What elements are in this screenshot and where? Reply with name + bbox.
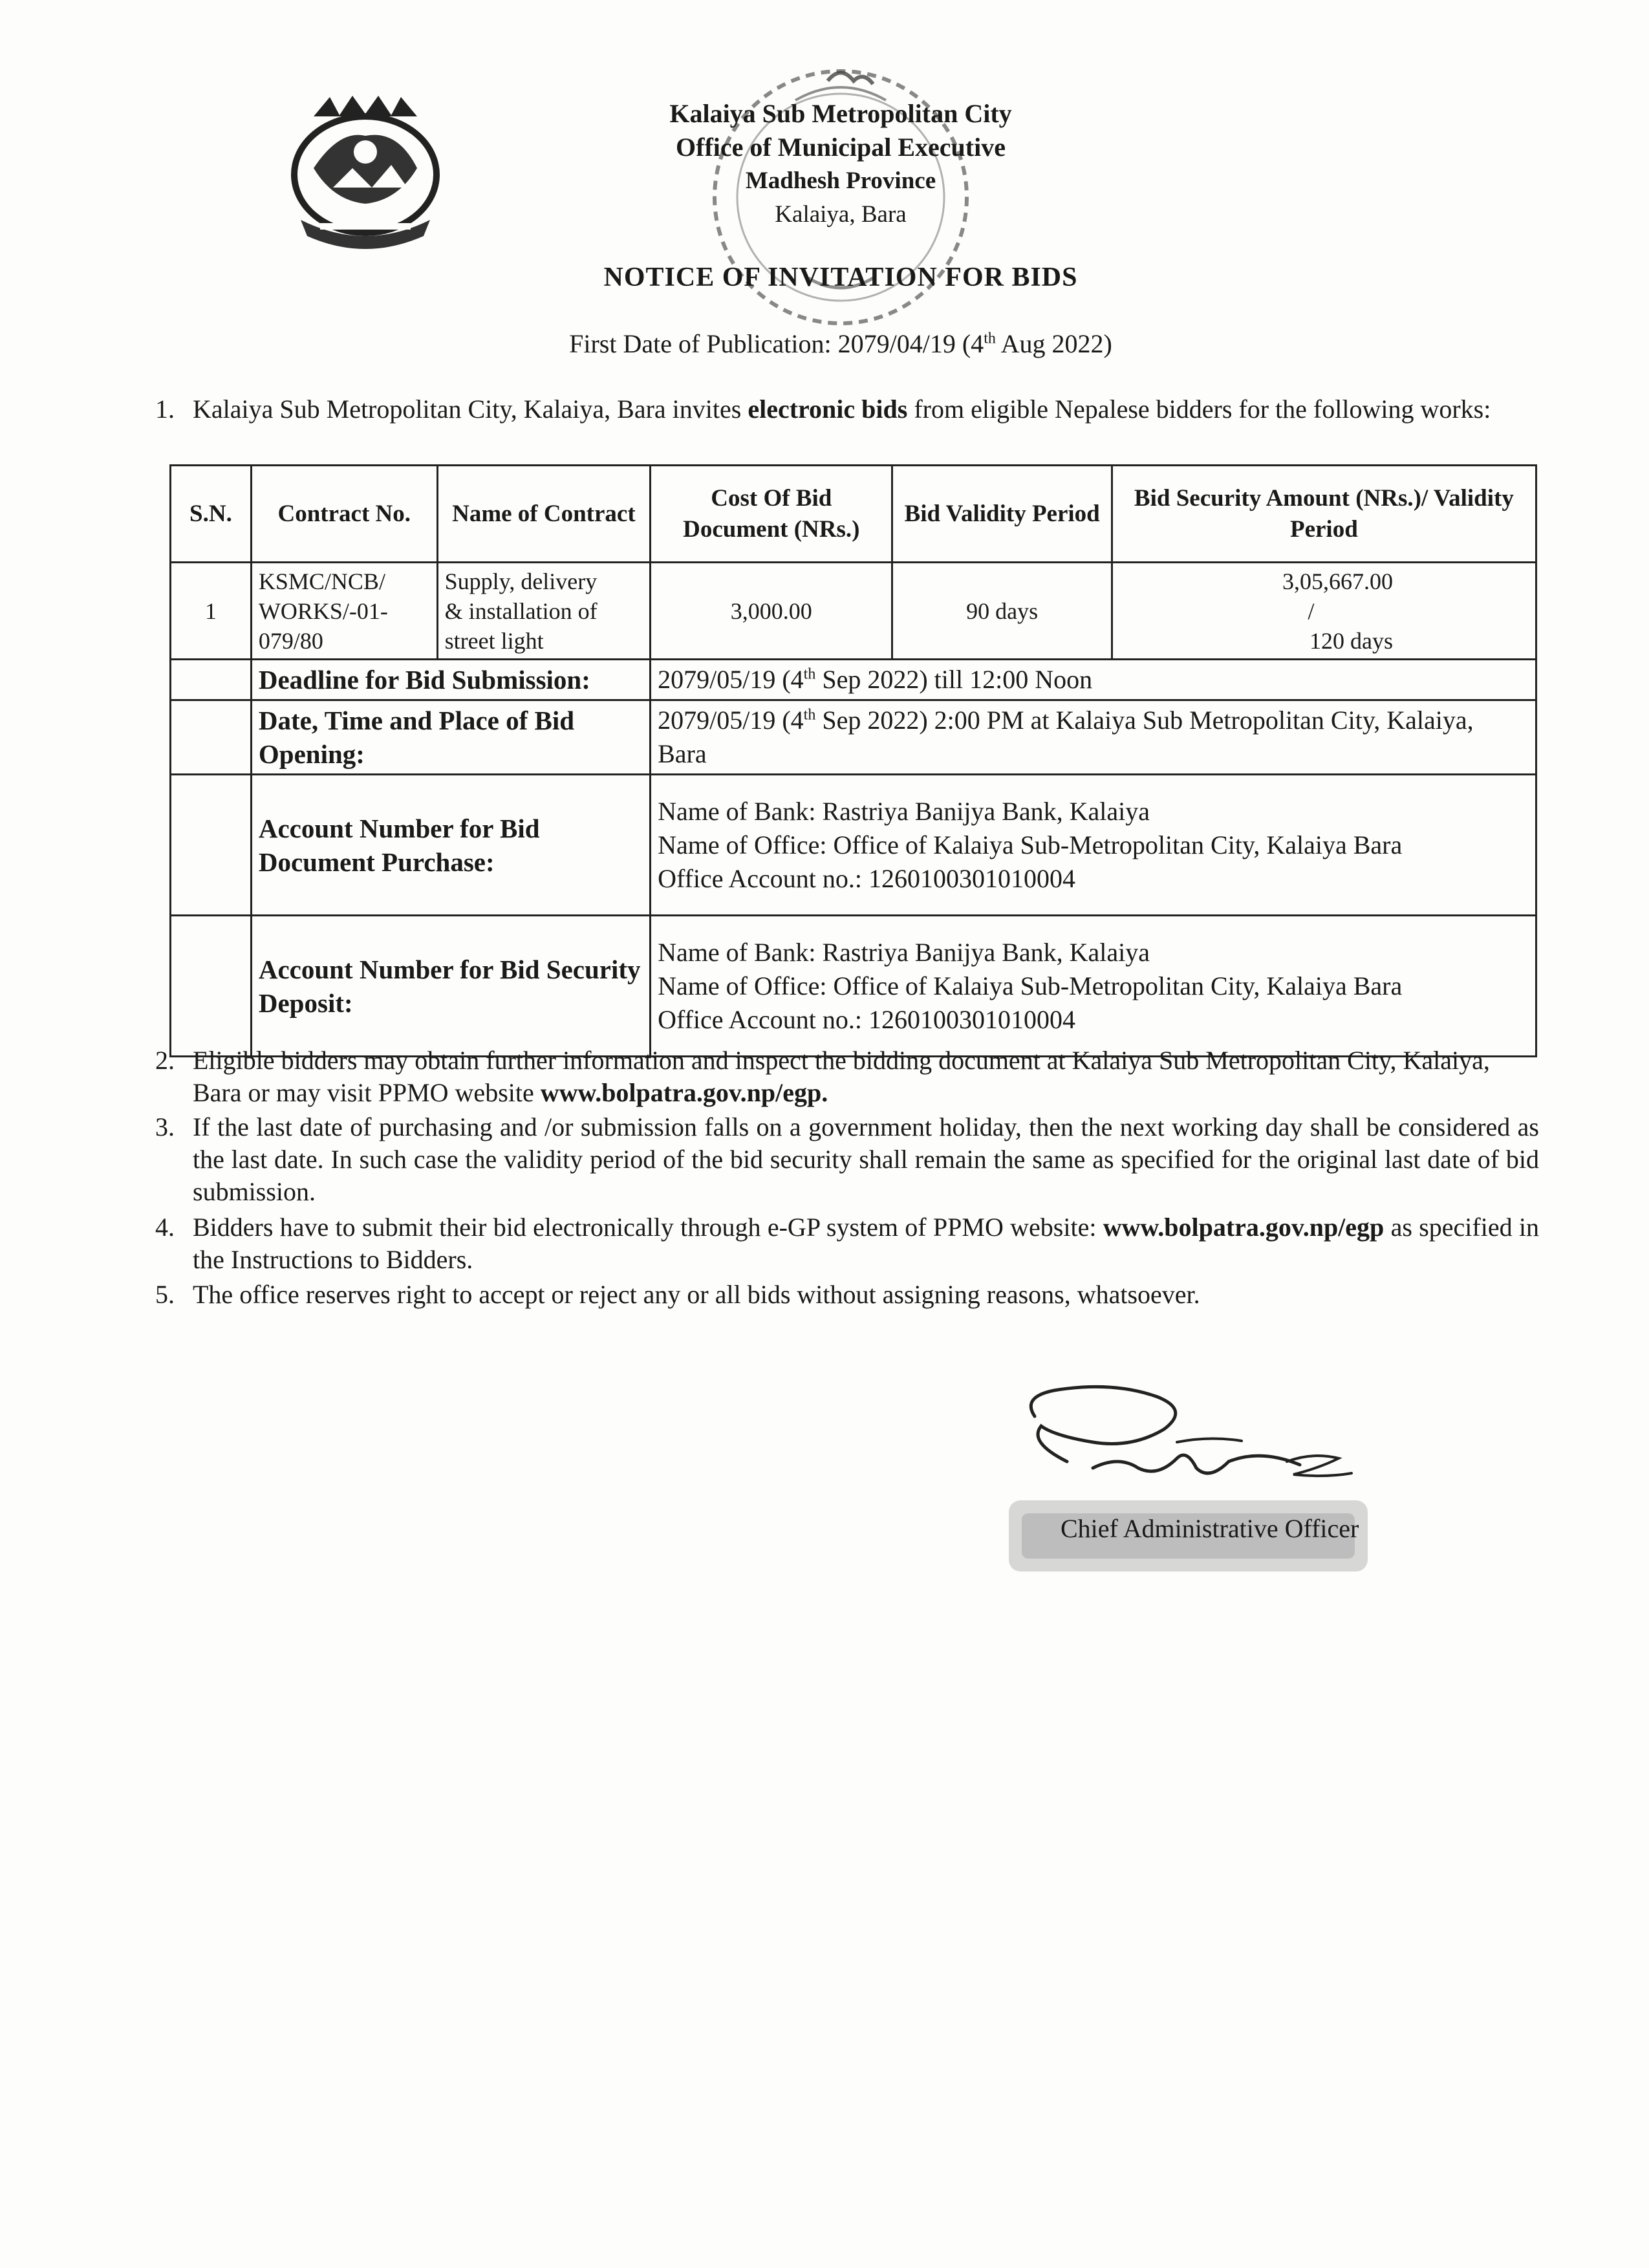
office-location: Kalaiya, Bara [775,201,907,228]
clause-text: The office reserves right to accept or reject any or all bids without assigning reasons, whatsoever. [193,1280,1200,1309]
purchase-account-row [171,775,1536,916]
security-account-label: Account Number for Bid Security Deposit: [251,916,650,1057]
clause-5 [155,1279,1539,1311]
cell-contract-name: Supply, delivery & installation of street light [437,563,650,660]
table-row [171,563,1536,660]
header-cost: Cost Of Bid Document (NRs.) [651,466,892,563]
clause-number: 4. [155,1213,175,1242]
cell-security: 3,05,667.00 / 120 days [1112,563,1536,660]
clause-number: 3. [155,1112,175,1141]
bids-table [169,464,1537,1057]
publication-date: First Date of Publication: 2079/04/19 (4th Aug 2022) [569,329,1112,358]
clause-number: 2. [155,1046,175,1075]
deadline-row [171,660,1536,700]
signer-designation: Chief Administrative Officer [1061,1514,1359,1543]
opening-value: 2079/05/19 (4th Sep 2022) 2:00 PM at Kalaiya Sub Metropolitan City, Kalaiya, Bara [651,700,1536,775]
clause-2 [155,1044,1539,1109]
header-validity: Bid Validity Period [892,466,1112,563]
cell-validity: 90 days [892,563,1112,660]
clause-4 [155,1211,1539,1276]
deadline-value: 2079/05/19 (4th Sep 2022) till 12:00 Noon [651,660,1536,700]
header-sn: S.N. [171,466,252,563]
clause-text: Eligible bidders may obtain further information and inspect the bidding document at Kalaiya Sub Metropolitan City, Kalaiya, Bara or may visit PPMO website www.bolpatra.gov.np/egp. [193,1046,1490,1107]
cell-sn: 1 [171,563,252,660]
clause-text: If the last date of purchasing and /or submission falls on a government holiday, then the next working day shall be considered as the last date. In such case the validity period of the bid security shall remain the same as specified for the original last date of bid submission. [193,1112,1539,1206]
opening-row [171,700,1536,775]
purchase-account-label: Account Number for Bid Document Purchase: [251,775,650,916]
nepal-emblem-icon [275,91,456,262]
table-header-row [171,466,1536,563]
header-contract-no: Contract No. [251,466,437,563]
office-name: Office of Municipal Executive [676,133,1006,162]
notice-title: NOTICE OF INVITATION FOR BIDS [603,263,1078,292]
opening-label: Date, Time and Place of Bid Opening: [251,700,650,775]
clause-number: 5. [155,1280,175,1309]
clause-3 [155,1111,1539,1208]
clause-text: Bidders have to submit their bid electronically through e-GP system of PPMO website: www.bolpatra.gov.np/egp as specified in the Instructions to Bidders. [193,1213,1540,1274]
cell-cost: 3,000.00 [651,563,892,660]
header-contract-name: Name of Contract [437,466,650,563]
clause-text: Kalaiya Sub Metropolitan City, Kalaiya, Bara invites electronic bids from eligible Nepalese bidders for the following works: [193,394,1491,424]
security-account-value: Name of Bank: Rastriya Banijya Bank, Kalaiya Name of Office: Office of Kalaiya Sub-Metropolitan City, Kalaiya Bara Office Account no.: 1260100301010004 [651,916,1536,1057]
cell-contract-no: KSMC/NCB/ WORKS/-01- 079/80 [251,563,437,660]
province-name: Madhesh Province [745,167,936,194]
office-header [453,97,1229,232]
header-security: Bid Security Amount (NRs.)/ Validity Period [1112,466,1536,563]
clause-number: 1. [155,394,175,424]
municipality-name: Kalaiya Sub Metropolitan City [669,99,1012,128]
purchase-account-value: Name of Bank: Rastriya Banijya Bank, Kalaiya Name of Office: Office of Kalaiya Sub-Metropolitan City, Kalaiya Bara Office Account no.: 1260100301010004 [651,775,1536,916]
clause-1 [155,393,1539,426]
deadline-label: Deadline for Bid Submission: [251,660,650,700]
security-account-row [171,916,1536,1057]
